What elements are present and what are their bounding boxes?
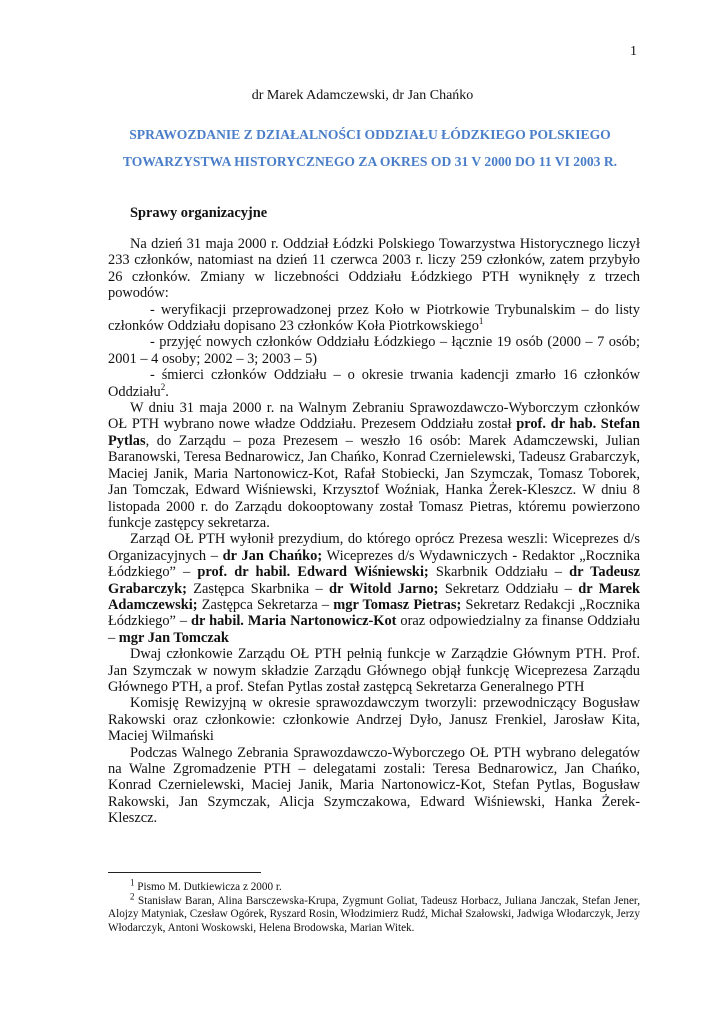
president-name: prof. dr hab. Stefan Pytlas bbox=[108, 416, 640, 449]
officer-name: dr Witold Jarno; bbox=[329, 580, 439, 597]
paragraph-presidium bbox=[108, 531, 640, 646]
officer-name: dr Jan Chańko; bbox=[222, 547, 323, 564]
text-run: Skarbnik Oddziału – bbox=[428, 564, 570, 581]
footnote-text: Stanisław Baran, Alina Barsczewska-Krupa, Zygmunt Goliat, Tadeusz Horbacz, Juliana Janczak, Stefan Jener, Alojzy Matyniak, Czesław Ogórek, Ryszard Rosin, Włodzimierz Rudź, Michał Szałowski, Jadwiga Włodarczyk, Jerzy Włodarczyk, Antoni Woskowski, Helena Brodowska, Marian Witek. bbox=[108, 894, 640, 934]
footnote-ref-1: 1 bbox=[478, 316, 484, 327]
list-item-text: - weryfikacji przeprowadzonej przez Koło w Piotrkowie Trybunalskim – do listy członków Oddziału dopisano 23 członków Koła Piotrkowskiego bbox=[108, 301, 640, 335]
list-item-verification bbox=[108, 302, 640, 335]
text-run: Zastępca Sekretarza – bbox=[197, 596, 334, 613]
footnote-1 bbox=[108, 877, 640, 895]
section-heading: Sprawy organizacyjne bbox=[130, 205, 268, 221]
text-run: W dniu 31 maja 2000 r. na Walnym Zebraniu Sprawozdawczo-Wyborczym członków OŁ PTH wybrano nowe władze Oddziału. Prezesem Oddziału został bbox=[108, 400, 640, 433]
footnote-ref-2: 2 bbox=[160, 381, 166, 392]
officer-name: mgr Jan Tomczak bbox=[118, 629, 229, 646]
officer-name: prof. dr habil. Edward Wiśniewski; bbox=[197, 564, 429, 581]
footnote-number: 2 bbox=[130, 890, 135, 901]
officer-name: dr Tadeusz Grabarczyk; bbox=[108, 564, 640, 597]
list-item-new-members: - przyjęć nowych członków Oddziału Łódzkiego – łącznie 19 osób (2000 – 7 osób; 2001 – 4 osoby; 2002 – 3; 2003 – 5) bbox=[108, 334, 640, 367]
authors: dr Marek Adamczewski, dr Jan Chańko bbox=[251, 88, 474, 103]
report-title bbox=[90, 121, 650, 175]
title-line-2: TOWARZYSTWA HISTORYCZNEGO ZA OKRES OD 31 V 2000 DO 11 VI 2003 R. bbox=[122, 154, 618, 169]
paragraph-main-board: Dwaj członkowie Zarządu OŁ PTH pełnią funkcje w Zarządzie Głównym PTH. Prof. Jan Szymczak w nowym składzie Zarządu Głównego objął funkcję Wiceprezesa Zarządu Głównego PTH, a prof. Stefan Pytlas został zastępcą Sekretarza Generalnego PTH bbox=[108, 646, 640, 695]
list-item-deaths bbox=[108, 367, 640, 400]
officer-name: mgr Tomasz Pietras; bbox=[333, 596, 462, 613]
text-run: , do Zarządu – poza Prezesem – weszło 16 osób: Marek Adamczewski, Julian Baranowski, Teresa Bednarowicz, Jan Chańko, Konrad Czernielewski, Tadeusz Grabarczyk, Maciej Janik, Maria Nartonowicz-Kot, Rafał Stobiecki, Jan Szymczak, Tomasz Toborek, Jan Tomczak, Edward Wiśniewski, Krzysztof Woźniak, Hanka Żerek-Kleszcz. W dniu 8 listopada 2000 r. do Zarządu dokooptowany został Tomasz Pietras, któremu powierzono funkcje zastępcy sekretarza. bbox=[108, 432, 640, 531]
footnote-text: Pismo M. Dutkiewicza z 2000 r. bbox=[134, 881, 282, 893]
text-run: Zarząd OŁ PTH wyłonił prezydium, do którego oprócz Prezesa weszli: Wiceprezes d/s Organizacyjnych – bbox=[108, 531, 640, 564]
paragraph-elections bbox=[108, 400, 640, 531]
footnote-number: 1 bbox=[130, 877, 135, 888]
footnote-2 bbox=[108, 890, 640, 936]
body-text bbox=[108, 236, 640, 827]
list-item-end: . bbox=[165, 383, 169, 400]
footnotes bbox=[108, 877, 640, 935]
footnote-separator bbox=[108, 872, 261, 873]
text-run: Zastępca Skarbnika – bbox=[186, 580, 329, 597]
paragraph-audit-committee: Komisję Rewizyjną w okresie sprawozdawczym tworzyli: przewodniczący Bogusław Rakowski oraz członkowie: członkowie Andrzej Dyło, Janusz Frenkiel, Jarosław Kita, Maciej Wilmański bbox=[108, 695, 640, 745]
officer-name: dr habil. Maria Nartonowicz-Kot bbox=[191, 613, 397, 630]
list-item-text: - śmierci członków Oddziału – o okresie trwania kadencji zmarło 16 członków Oddziału bbox=[108, 367, 640, 400]
text-run: oraz odpowiedzialny za finanse Oddziału – bbox=[108, 613, 640, 646]
text-run: Sekretarz Redakcji „Rocznika Łódzkiego” – bbox=[108, 596, 640, 630]
officer-name: dr Marek Adamczewski; bbox=[108, 580, 640, 613]
text-run: Sekretarz Oddziału – bbox=[438, 580, 579, 597]
title-line-1: SPRAWOZDANIE Z DZIAŁALNOŚCI ODDZIAŁU ŁÓDZKIEGO POLSKIEGO bbox=[129, 127, 611, 142]
text-run: Wiceprezes d/s Wydawniczych - Redaktor „Rocznika Łódzkiego” – bbox=[108, 547, 641, 581]
paragraph-delegates: Podczas Walnego Zebrania Sprawozdawczo-Wyborczego OŁ PTH wybrano delegatów na Walne Zgromadzenie PTH – delegatami zostali: Teresa Bednarowicz, Jan Chańko, Konrad Czernielewski, Maciej Janik, Maria Nartonowicz-Kot, Stefan Pytlas, Bogusław Rakowski, Jan Szymczak, Alicja Szymczakowa, Edward Wiśniewski, Hanka Żerek-Kleszcz. bbox=[108, 744, 640, 827]
paragraph-membership: Na dzień 31 maja 2000 r. Oddział Łódzki Polskiego Towarzystwa Historycznego liczył 233 członków, natomiast na dzień 11 czerwca 2003 r. liczy 259 członków, zatem przybyło 26 członków. Zmiany w liczebności Oddziału Łódzkiego PTH wyniknęły z trzech powodów: bbox=[108, 236, 640, 302]
page-number: 1 bbox=[630, 44, 637, 59]
